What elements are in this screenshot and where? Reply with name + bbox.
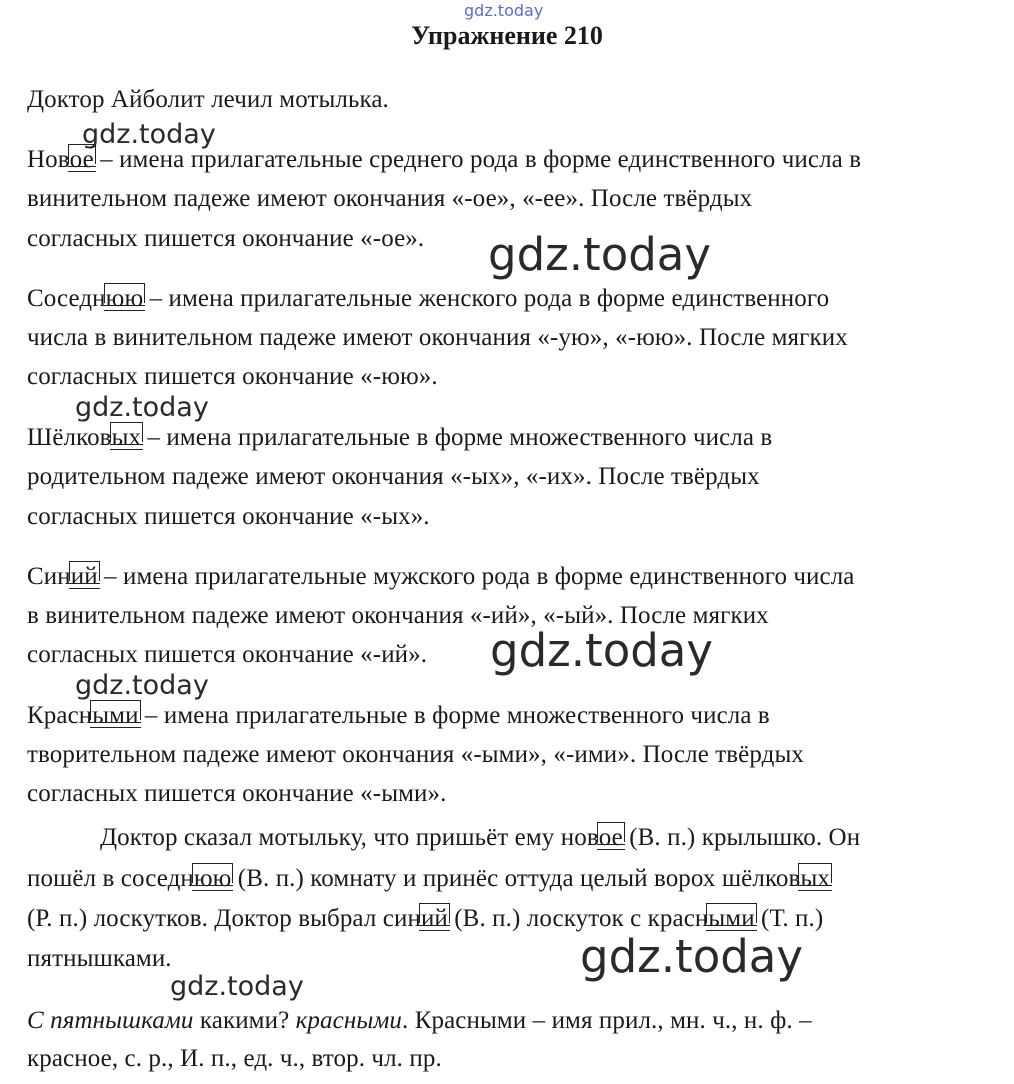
p5-line-3: согласных пишется окончание «-ыми». [27, 780, 447, 807]
italic-text: красными [295, 1007, 403, 1034]
intro-text: Доктор Айболит лечил мотылька. [27, 86, 389, 113]
watermark-large: gdz.today [490, 624, 714, 677]
line-text: (Р. п.) лоскутков. Доктор выбрал син [27, 905, 421, 932]
p1-line-3: согласных пишется окончание «-ое». [27, 225, 425, 252]
line-text: (В. п.) крылышко. Он [622, 824, 861, 851]
analysis-line-2: красное, с. р., И. п., ед. ч., втор. чл. пр. [27, 1045, 442, 1072]
ending-marked: ое [69, 146, 94, 173]
line-text: – имена прилагательные женского рода в форме единственного [143, 285, 830, 312]
word-stem: Нов [27, 146, 70, 173]
p3-line-2: родительном падеже имеют окончания «-ых», «-их». После твёрдых [27, 463, 760, 490]
p4-line-1 [27, 562, 855, 592]
p1-line-1 [27, 145, 861, 175]
watermark-large: gdz.today [580, 930, 804, 983]
ending-marked: ий [420, 905, 448, 932]
analysis-line-1 [27, 1006, 812, 1036]
p4-line-3: согласных пишется окончание «-ий». [27, 641, 428, 668]
intro-line [27, 85, 389, 115]
word-stem: Красн [27, 702, 93, 729]
p2-line-1 [27, 284, 829, 314]
watermark-small: gdz.today [82, 119, 216, 150]
ending-marked: ых [800, 865, 830, 892]
ending-marked: юю [193, 865, 232, 892]
line-text: . Красными – имя прил., мн. ч., н. ф. – [402, 1007, 812, 1034]
line-text: (В. п.) лоскуток с красн [447, 905, 709, 932]
line-text: пошёл в соседн [27, 865, 194, 892]
watermark-top: gdz.today [464, 1, 544, 20]
p3-line-1 [27, 423, 772, 453]
p3-line-3: согласных пишется окончание «-ых». [27, 503, 430, 530]
story-line-4: пятнышками. [27, 945, 172, 972]
ending-marked: ыми [92, 702, 139, 729]
line-text: – имена прилагательные в форме множественного числа в [141, 424, 773, 451]
watermark-small: gdz.today [75, 392, 209, 423]
watermark-small: gdz.today [75, 670, 209, 701]
p5-line-2: творительном падеже имеют окончания «-ыми», «-ими». После твёрдых [27, 741, 804, 768]
word-stem: Син [27, 563, 71, 590]
ending-marked: ий [70, 563, 98, 590]
line-text: (В. п.) комнату и принёс оттуда целый ворох шёлков [231, 865, 801, 892]
line-text: – имена прилагательные среднего рода в форме единственного числа в [93, 146, 862, 173]
watermark-large: gdz.today [488, 228, 712, 281]
italic-text: С пятнышками [27, 1007, 194, 1034]
line-text: Доктор сказал мотыльку, что пришьёт ему нов [100, 824, 599, 851]
ending-marked: ыми [708, 905, 755, 932]
p4-line-2: в винительном падеже имеют окончания «-ий», «-ый». После мягких [27, 602, 769, 629]
line-text: – имена прилагательные мужского рода в форме единственного числа [97, 563, 855, 590]
line-text: (Т. п.) [754, 905, 824, 932]
word-stem: Шёлков [27, 424, 112, 451]
story-line-1 [100, 823, 860, 853]
ending-marked: ое [598, 824, 623, 851]
story-line-2 [27, 864, 830, 894]
word-stem: Соседн [27, 285, 106, 312]
p2-line-3: согласных пишется окончание «-юю». [27, 363, 438, 390]
p5-line-1 [27, 701, 770, 731]
page-title: Упражнение 210 [411, 21, 603, 50]
p2-line-2: числа в винительном падеже имеют окончания «-ую», «-юю». После мягких [27, 324, 848, 351]
p1-line-2: винительном падеже имеют окончания «-ое», «-ее». После твёрдых [27, 185, 753, 212]
line-text: – имена прилагательные в форме множественного числа в [138, 702, 770, 729]
line-text: какими? [193, 1007, 296, 1034]
watermark-small: gdz.today [170, 971, 304, 1002]
ending-marked: ых [111, 424, 142, 451]
ending-marked: юю [105, 285, 144, 312]
